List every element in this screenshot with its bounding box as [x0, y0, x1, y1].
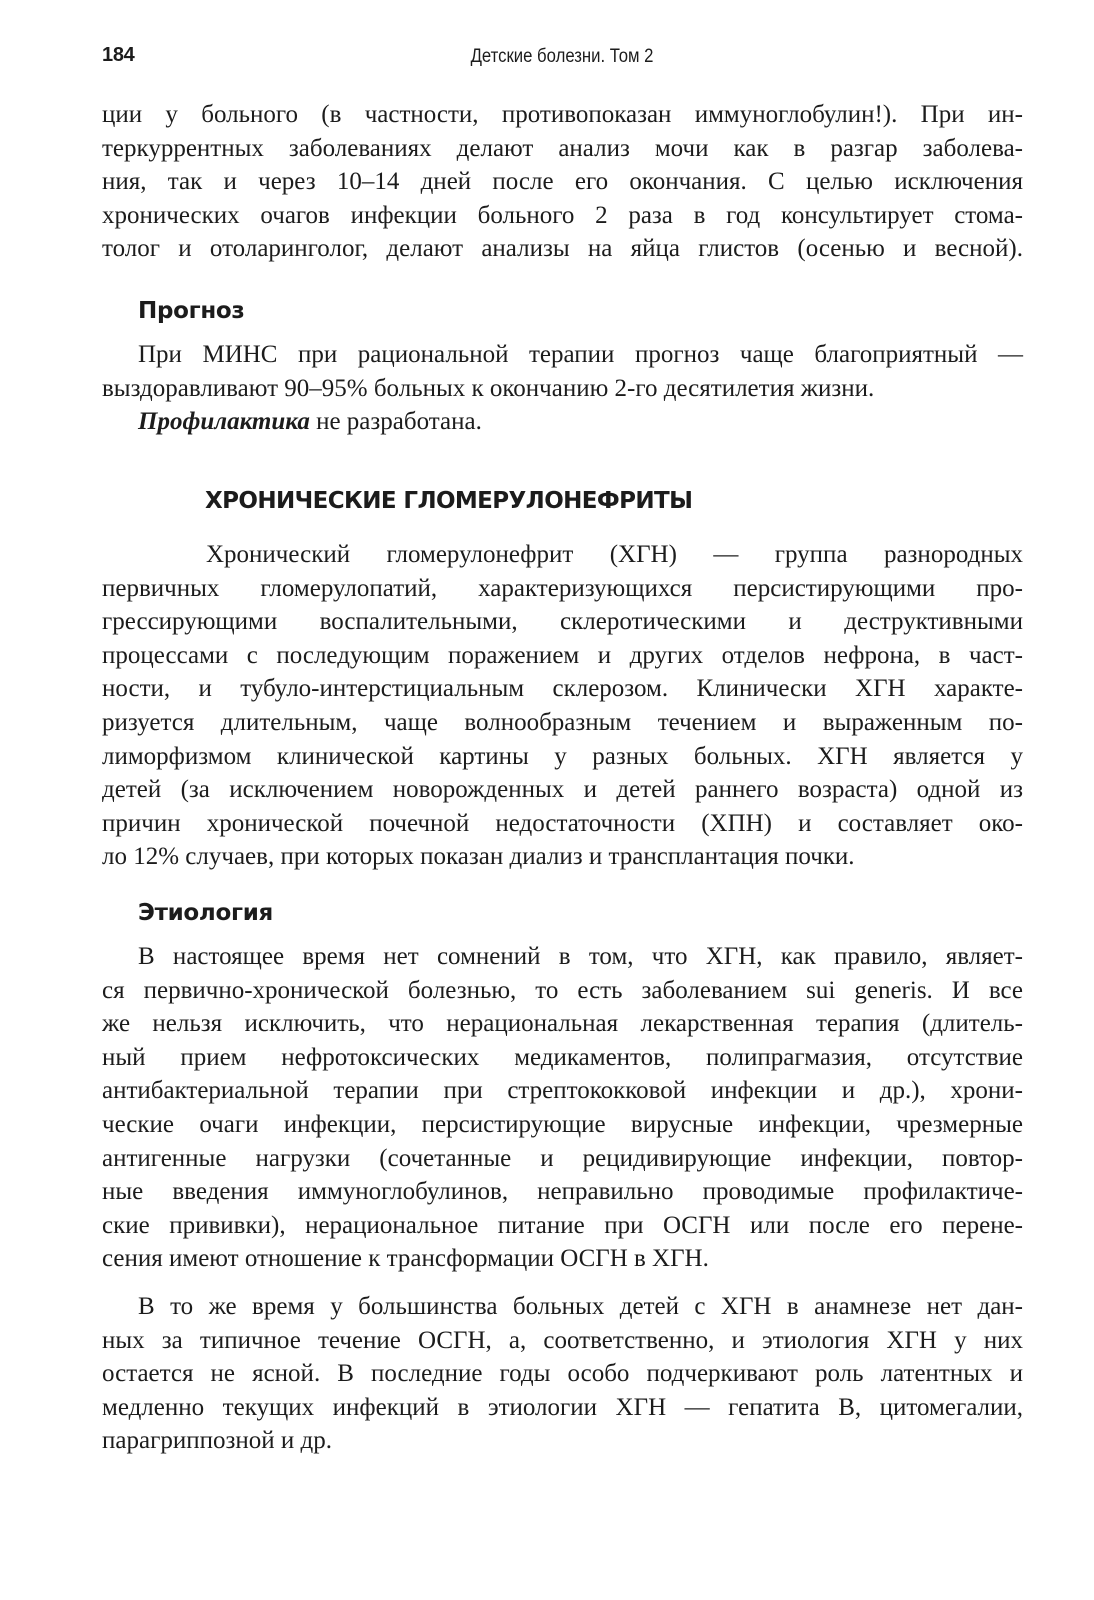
- text-line: ния, так и через 10–14 дней после его окончания. С целью исключения: [102, 168, 1023, 196]
- text-line: причин хронической почечной недостаточности (ХПН) и составляет око-: [102, 809, 1023, 837]
- text-line: ческие очаги инфекции, персистирующие вирусные инфекции, чрезмерные: [102, 1110, 1023, 1138]
- text-line: При МИНС при рациональной терапии прогноз чаще благоприятный —: [138, 341, 1023, 368]
- etiology-paragraph-2: [102, 1290, 1023, 1458]
- text-line: лиморфизмом клинической картины у разных больных. ХГН является у: [102, 742, 1023, 770]
- prognosis-heading: Прогноз: [138, 298, 245, 324]
- chronic-gn-paragraph: [102, 538, 1023, 874]
- prognosis-paragraph: [102, 338, 1023, 439]
- text-line: антибактериальной терапии при стрептококковой инфекции и др.), хрони-: [102, 1077, 1023, 1105]
- text-line: парагриппозной и др.: [102, 1427, 332, 1455]
- text-line: детей (за исключением новорожденных и детей раннего возраста) одной из: [102, 776, 1023, 804]
- running-header: [102, 42, 1022, 76]
- text-line: ские прививки), нерациональное питание при ОСГН или после его перене-: [102, 1211, 1024, 1239]
- text-line: В настоящее время нет сомнений в том, что ХГН, как правило, являет-: [138, 943, 1023, 970]
- prophylaxis-line: [102, 405, 1023, 439]
- text-line: первичных гломерулопатий, характеризующихся персистирующими про-: [102, 574, 1023, 602]
- text-line: медленно текущих инфекций в этиологии ХГН — гепатита В, цитомегалии,: [102, 1393, 1023, 1421]
- text-line: процессами с последующим поражением и других отделов нефрона, в част-: [102, 641, 1024, 669]
- book-title: Детские болезни. Том 2: [470, 46, 654, 67]
- text-line: Хронический гломерулонефрит (ХГН) — группа разнородных: [206, 541, 1023, 568]
- intro-paragraph: [102, 98, 1023, 266]
- page-number: 184: [102, 44, 135, 66]
- text-line: толог и отоларинголог, делают анализы на яйца глистов (осенью и весной).: [102, 235, 1023, 263]
- text-line: же нельзя исключить, что нерациональная лекарственная терапия (длитель-: [102, 1010, 1023, 1038]
- text-line: сения имеют отношение к трансформации ОСГН в ХГН.: [102, 1245, 709, 1273]
- text-line: теркуррентных заболеваниях делают анализ мочи как в разгар заболева-: [102, 134, 1023, 162]
- text-line: ный прием нефротоксических медикаментов, полипрагмазия, отсутствие: [102, 1043, 1023, 1071]
- text-line: ные введения иммуноглобулинов, неправильно проводимые профилактиче-: [102, 1178, 1023, 1206]
- text-line: грессирующими воспалительными, склеротическими и деструктивными: [102, 608, 1023, 636]
- text-line: антигенные нагрузки (сочетанные и рецидивирующие инфекции, повтор-: [102, 1144, 1024, 1172]
- text-line: остается не ясной. В последние годы особо подчеркивают роль латентных и: [102, 1360, 1023, 1388]
- text-line: ризуется длительным, чаще волнообразным течением и выраженным по-: [102, 708, 1023, 736]
- text-line: хронических очагов инфекции больного 2 раза в год консультирует стома-: [102, 201, 1023, 229]
- prophylaxis-term: Профилактика: [138, 408, 310, 436]
- prophylaxis-rest: не разработана.: [309, 408, 482, 436]
- text-line: ных за типичное течение ОСГН, а, соответственно, и этиология ХГН у них: [102, 1326, 1024, 1354]
- etiology-paragraph-1: [102, 940, 1023, 1276]
- text-line: ло 12% случаев, при которых показан диализ и трансплантация почки.: [102, 843, 855, 871]
- text-line: В то же время у большинства больных детей с ХГН в анамнезе нет дан-: [138, 1293, 1023, 1320]
- text-line: ции у больного (в частности, противопоказан иммуноглобулин!). При ин-: [102, 101, 1023, 128]
- text-line: выздоравливают 90–95% больных к окончанию 2-го десятилетия жизни.: [102, 374, 875, 402]
- chronic-gn-heading: ХРОНИЧЕСКИЕ ГЛОМЕРУЛОНЕФРИТЫ: [205, 488, 693, 514]
- text-line: ся первично-хронической болезнью, то есть заболеванием sui generis. И все: [102, 976, 1023, 1004]
- text-line: ности, и тубуло-интерстициальным склерозом. Клинически ХГН характе-: [102, 675, 1023, 703]
- etiology-heading: Этиология: [138, 900, 273, 926]
